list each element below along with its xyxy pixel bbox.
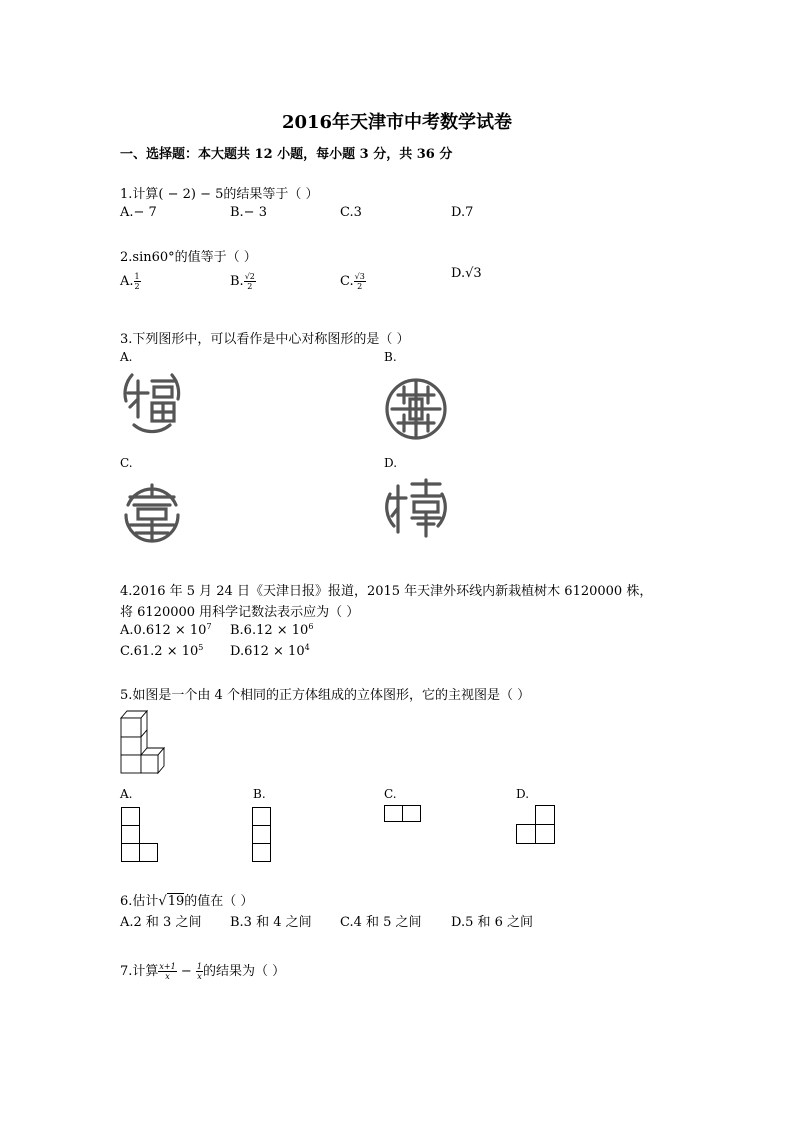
question-7-stem [120, 960, 285, 981]
q5-label-c: C. [384, 787, 397, 801]
q6-option-c: C.4 和 5 之间 [340, 915, 422, 930]
q7-f1-num: x+1 [159, 962, 176, 971]
q4-option-c [120, 643, 203, 659]
q7-fraction-1 [158, 962, 176, 981]
q2-a-den: 2 [134, 282, 140, 291]
q4-a-base: A.0.612 × 10 [120, 623, 207, 638]
q2-c-label: C. [340, 274, 354, 289]
q4-c-exp: 5 [198, 643, 204, 652]
q6-sqrt-sign: √ [158, 894, 167, 909]
q3-label-c: C. [120, 456, 133, 470]
q1-suffix: 的结果等于（ ） [223, 187, 319, 202]
q2-b-fraction [244, 272, 256, 291]
q3-label-a: A. [120, 350, 133, 364]
question-1-stem [120, 183, 319, 202]
q2-b-num: √2 [244, 272, 255, 281]
q2-option-b [230, 272, 256, 291]
q2-a-num: 1 [134, 272, 140, 281]
q2-option-a [120, 272, 141, 291]
q2-b-den: 2 [247, 282, 253, 291]
q2-a-fraction [134, 272, 141, 291]
q7-f2-num: 1 [196, 962, 202, 971]
q2-prefix: 2.sin60° [120, 250, 175, 265]
q6-option-d: D.5 和 6 之间 [451, 915, 534, 930]
q5-view-b-image [252, 807, 276, 863]
q4-c-base: C.61.2 × 10 [120, 644, 199, 659]
question-6-stem [120, 890, 253, 909]
q6-suffix: 的值在（ ） [184, 894, 254, 909]
q2-d-label: D. [451, 266, 466, 281]
q2-d-value: √3 [465, 266, 482, 281]
seal-c-shou-image [120, 481, 184, 545]
q2-suffix: 的值等于（ ） [174, 250, 257, 265]
q7-fraction-2 [196, 962, 203, 981]
q1-prefix: 1.计算 [120, 187, 159, 202]
q1-option-c: C.3 [340, 205, 362, 220]
page-title: 2016年天津市中考数学试卷 [281, 112, 513, 133]
q4-option-d [230, 643, 310, 659]
q5-label-d: D. [516, 787, 530, 801]
q1-option-d: D.7 [451, 205, 474, 220]
seal-a-fu-image [120, 367, 184, 431]
q5-label-b: B. [253, 787, 266, 801]
section-heading: 一、选择题：本大题共 12 小题，每小题 3 分，共 36 分 [120, 147, 453, 162]
q6-prefix: 6.估计 [120, 894, 159, 909]
q2-option-d [451, 266, 482, 281]
q4-b-base: B.6.12 × 10 [230, 623, 309, 638]
q7-prefix: 7.计算 [120, 964, 159, 979]
q7-suffix: 的结果为（ ） [203, 964, 286, 979]
q4-option-a [120, 622, 212, 638]
q3-label-b: B. [384, 350, 397, 364]
question-3-stem: 3.下列图形中，可以看作是中心对称图形的是（ ） [120, 332, 410, 347]
q5-label-a: A. [120, 787, 133, 801]
q5-view-a-image [121, 807, 161, 863]
seal-b-xi-image [384, 377, 448, 441]
question-4-line-1: 4.2016 年 5 月 24 日《天津日报》报道，2015 年天津外环线内新栽植树木 6120000 株， [120, 584, 653, 599]
q2-c-fraction [354, 272, 366, 291]
q4-d-base: D.612 × 10 [230, 644, 305, 659]
q4-a-exp: 7 [206, 622, 212, 631]
q2-b-label: B. [230, 274, 244, 289]
question-5-stem: 5.如图是一个由 4 个相同的正方体组成的立体图形，它的主视图是（ ） [120, 688, 531, 703]
question-4-line-2: 将 6120000 用科学记数法表示应为（ ） [120, 605, 360, 620]
q1-option-a: A.− 7 [120, 205, 157, 220]
q6-option-a: A.2 和 3 之间 [120, 915, 202, 930]
q4-d-exp: 4 [304, 643, 310, 652]
q2-c-num: √3 [354, 272, 365, 281]
q4-option-b [230, 622, 313, 638]
q1-math: ( − 2) − 5 [158, 187, 224, 202]
q7-minus: − [180, 964, 192, 979]
q7-f1-den: x [165, 972, 170, 981]
q5-cube-solid-figure [120, 710, 166, 774]
q3-label-d: D. [384, 456, 398, 470]
q2-option-c [340, 272, 366, 291]
seal-d-xi2-image [384, 476, 448, 540]
q2-a-label: A. [120, 274, 134, 289]
q2-c-den: 2 [357, 282, 363, 291]
q4-b-exp: 6 [308, 622, 314, 631]
q5-view-d-image [516, 805, 558, 847]
q7-f2-den: x [197, 972, 202, 981]
q6-radicand: 19 [167, 894, 185, 909]
question-2-stem [120, 246, 257, 265]
q6-option-b: B.3 和 4 之间 [230, 915, 312, 930]
q5-view-c-image [384, 805, 424, 825]
q1-option-b: B.− 3 [230, 205, 267, 220]
